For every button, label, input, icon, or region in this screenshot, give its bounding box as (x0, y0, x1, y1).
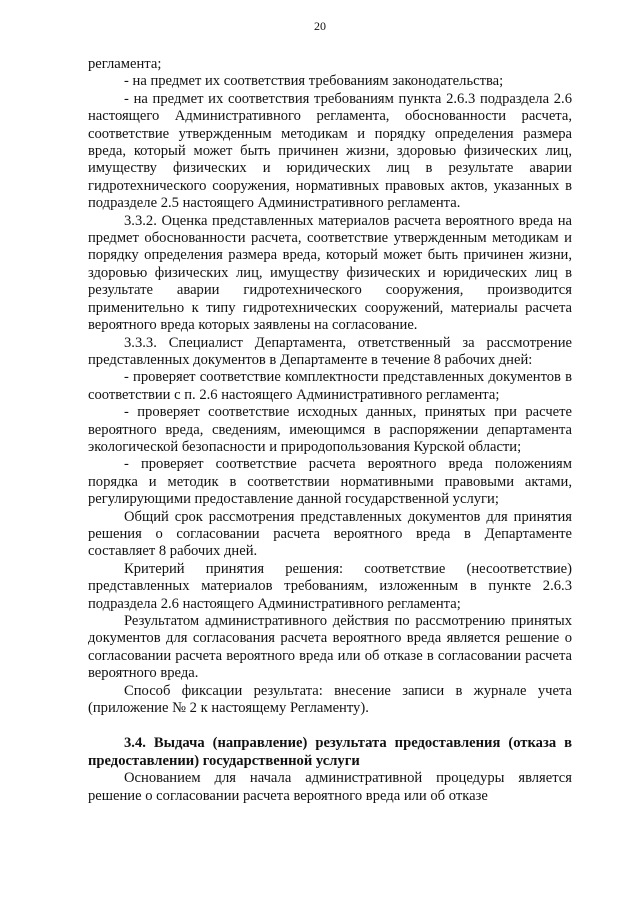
paragraph: Основанием для начала административной процедуры является решение о согласовании расчета вероятного вреда или об отказе (88, 770, 572, 804)
paragraph: - на предмет их соответствия требованиям пункта 2.6.3 подраздела 2.6 настоящего Административного регламента, обоснованности расчета, соответствие утвержденным методикам и порядку определения размера вреда, который может быть причинен жизни, здоровью физических лиц, имуществу физических и юридических лиц в результате аварии гидротехнического сооружения, нормативных правовых актов, указанных в подразделе 2.5 настоящего Административного регламента. (88, 90, 572, 212)
paragraph: - проверяет соответствие комплектности представленных документов в соответствии с п. 2.6 настоящего Административного регламента; (88, 369, 572, 403)
document-body (88, 56, 572, 805)
paragraph: Критерий принятия решения: соответствие (несоответствие) представленных материалов требованиям, изложенным в пункте 2.6.3 подраздела 2.6 настоящего Административного регламента; (88, 560, 572, 612)
paragraph: Результатом административного действия по рассмотрению принятых документов для согласования расчета вероятного вреда является решение о согласовании расчета вероятного вреда или об отказе в согласовании расчета вероятного вреда. (88, 613, 572, 682)
paragraph: регламента; (88, 56, 162, 72)
paragraph: - на предмет их соответствия требованиям законодательства; (124, 73, 504, 90)
paragraph: 3.3.2. Оценка представленных материалов расчета вероятного вреда на предмет обоснованности расчета, соответствие утвержденным методикам и порядку определения размера вреда, который может быть причинен жизни, здоровью физических лиц, имуществу физических и юридических лиц в результате аварии гидротехнического сооружения, производится применительно к типу гидротехнических сооружений, материалы расчета вероятного вреда которых заявлены на согласование. (88, 212, 572, 334)
paragraph: Общий срок рассмотрения представленных документов для принятия решения о согласовании расчета вероятного вреда в Департаменте составляет 8 рабочих дней. (88, 508, 572, 560)
paragraph: - проверяет соответствие расчета вероятного вреда положениям порядка и методик в соответствии нормативными правовыми актами, регулирующими предоставление данной государственной услуги; (88, 456, 572, 508)
section-spacer (88, 717, 572, 735)
section-heading: 3.4. Выдача (направление) результата предоставления (отказа в предоставлении) государственной услуги (88, 735, 572, 769)
paragraph: 3.3.3. Специалист Департамента, ответственный за рассмотрение представленных документов в Департаменте в течение 8 рабочих дней: (88, 334, 572, 368)
paragraph: - проверяет соответствие исходных данных, принятых при расчете вероятного вреда, сведениям, имеющимся в распоряжении департамента экологической безопасности и природопользования Курской области; (88, 404, 572, 455)
page-number: 20 (314, 19, 326, 33)
paragraph: Способ фиксации результата: внесение записи в журнале учета (приложение № 2 к настоящему Регламенту). (88, 682, 572, 717)
